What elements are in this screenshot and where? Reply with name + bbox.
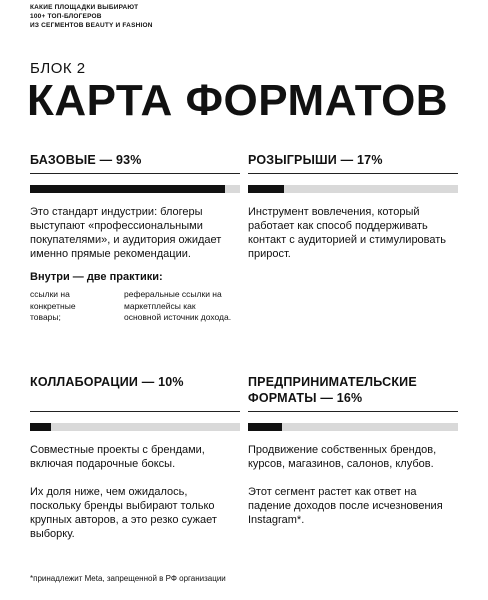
header-note-line-3: ИЗ СЕГМЕНТОВ BEAUTY И FASHION: [30, 22, 153, 29]
header-note-line-2: 100+ ТОП-БЛОГЕРОВ: [30, 13, 102, 20]
divider: [30, 411, 240, 412]
card-description: Продвижение собственных брендов, курсов, магазинов, салонов, клубов.: [248, 444, 437, 470]
card-title: РОЗЫГРЫШИ — 17%: [248, 153, 383, 167]
share-bar: [248, 423, 458, 431]
divider: [248, 411, 458, 412]
card-base: [30, 152, 240, 324]
share-bar: [30, 423, 240, 431]
share-bar-fill: [30, 423, 51, 431]
card-collabs: [30, 374, 240, 555]
share-bar: [248, 185, 458, 193]
share-bar: [30, 185, 240, 193]
card-description: Их доля ниже, чем ожидалось, поскольку бренды выбирают только крупных авторов, а это резко сужает выборку.: [30, 486, 217, 540]
header-note: [30, 3, 153, 30]
practice-item: реферальные ссылки на маркетплейсы как основной источник дохода.: [124, 289, 232, 322]
card-text: [248, 443, 458, 527]
divider: [248, 173, 458, 174]
block-label: БЛОК 2: [30, 60, 86, 77]
practices-title: Внутри — две практики:: [30, 271, 163, 283]
card-text: [248, 205, 458, 261]
practice-item: ссылки на конкретные товары;: [30, 289, 76, 322]
footnote: *принадлежит Meta, запрещенной в РФ организации: [30, 574, 226, 583]
page-title: КАРТА ФОРМАТОВ: [27, 76, 449, 125]
header-note-line-1: КАКИЕ ПЛОЩАДКИ ВЫБИРАЮТ: [30, 4, 139, 11]
card-text: [30, 443, 240, 541]
card-entrepreneur: [248, 374, 458, 541]
card-title-line-1: ПРЕДПРИНИМАТЕЛЬСКИЕ: [248, 375, 417, 389]
card-title-line-2: ФОРМАТЫ — 16%: [248, 391, 363, 405]
divider: [30, 173, 240, 174]
card-description: Это стандарт индустрии: блогеры выступают «профессиональными покупателями», и аудитория ожидает именно прямые рекомендации.: [30, 206, 222, 260]
card-description: Этот сегмент растет как ответ на падение доходов после исчезновения Instagram*.: [248, 486, 443, 526]
share-bar-fill: [248, 185, 284, 193]
card-text: [30, 205, 240, 261]
card-description: Инструмент вовлечения, который работает как способ поддерживать контакт с аудиторией и стимулировать прирост.: [248, 206, 447, 260]
card-description: Совместные проекты с брендами, включая подарочные боксы.: [30, 444, 205, 470]
card-title: БАЗОВЫЕ — 93%: [30, 153, 142, 167]
card-giveaways: [248, 152, 458, 275]
share-bar-fill: [248, 423, 282, 431]
practices-list: [30, 289, 240, 324]
share-bar-fill: [30, 185, 225, 193]
card-title: КОЛЛАБОРАЦИИ — 10%: [30, 375, 184, 389]
